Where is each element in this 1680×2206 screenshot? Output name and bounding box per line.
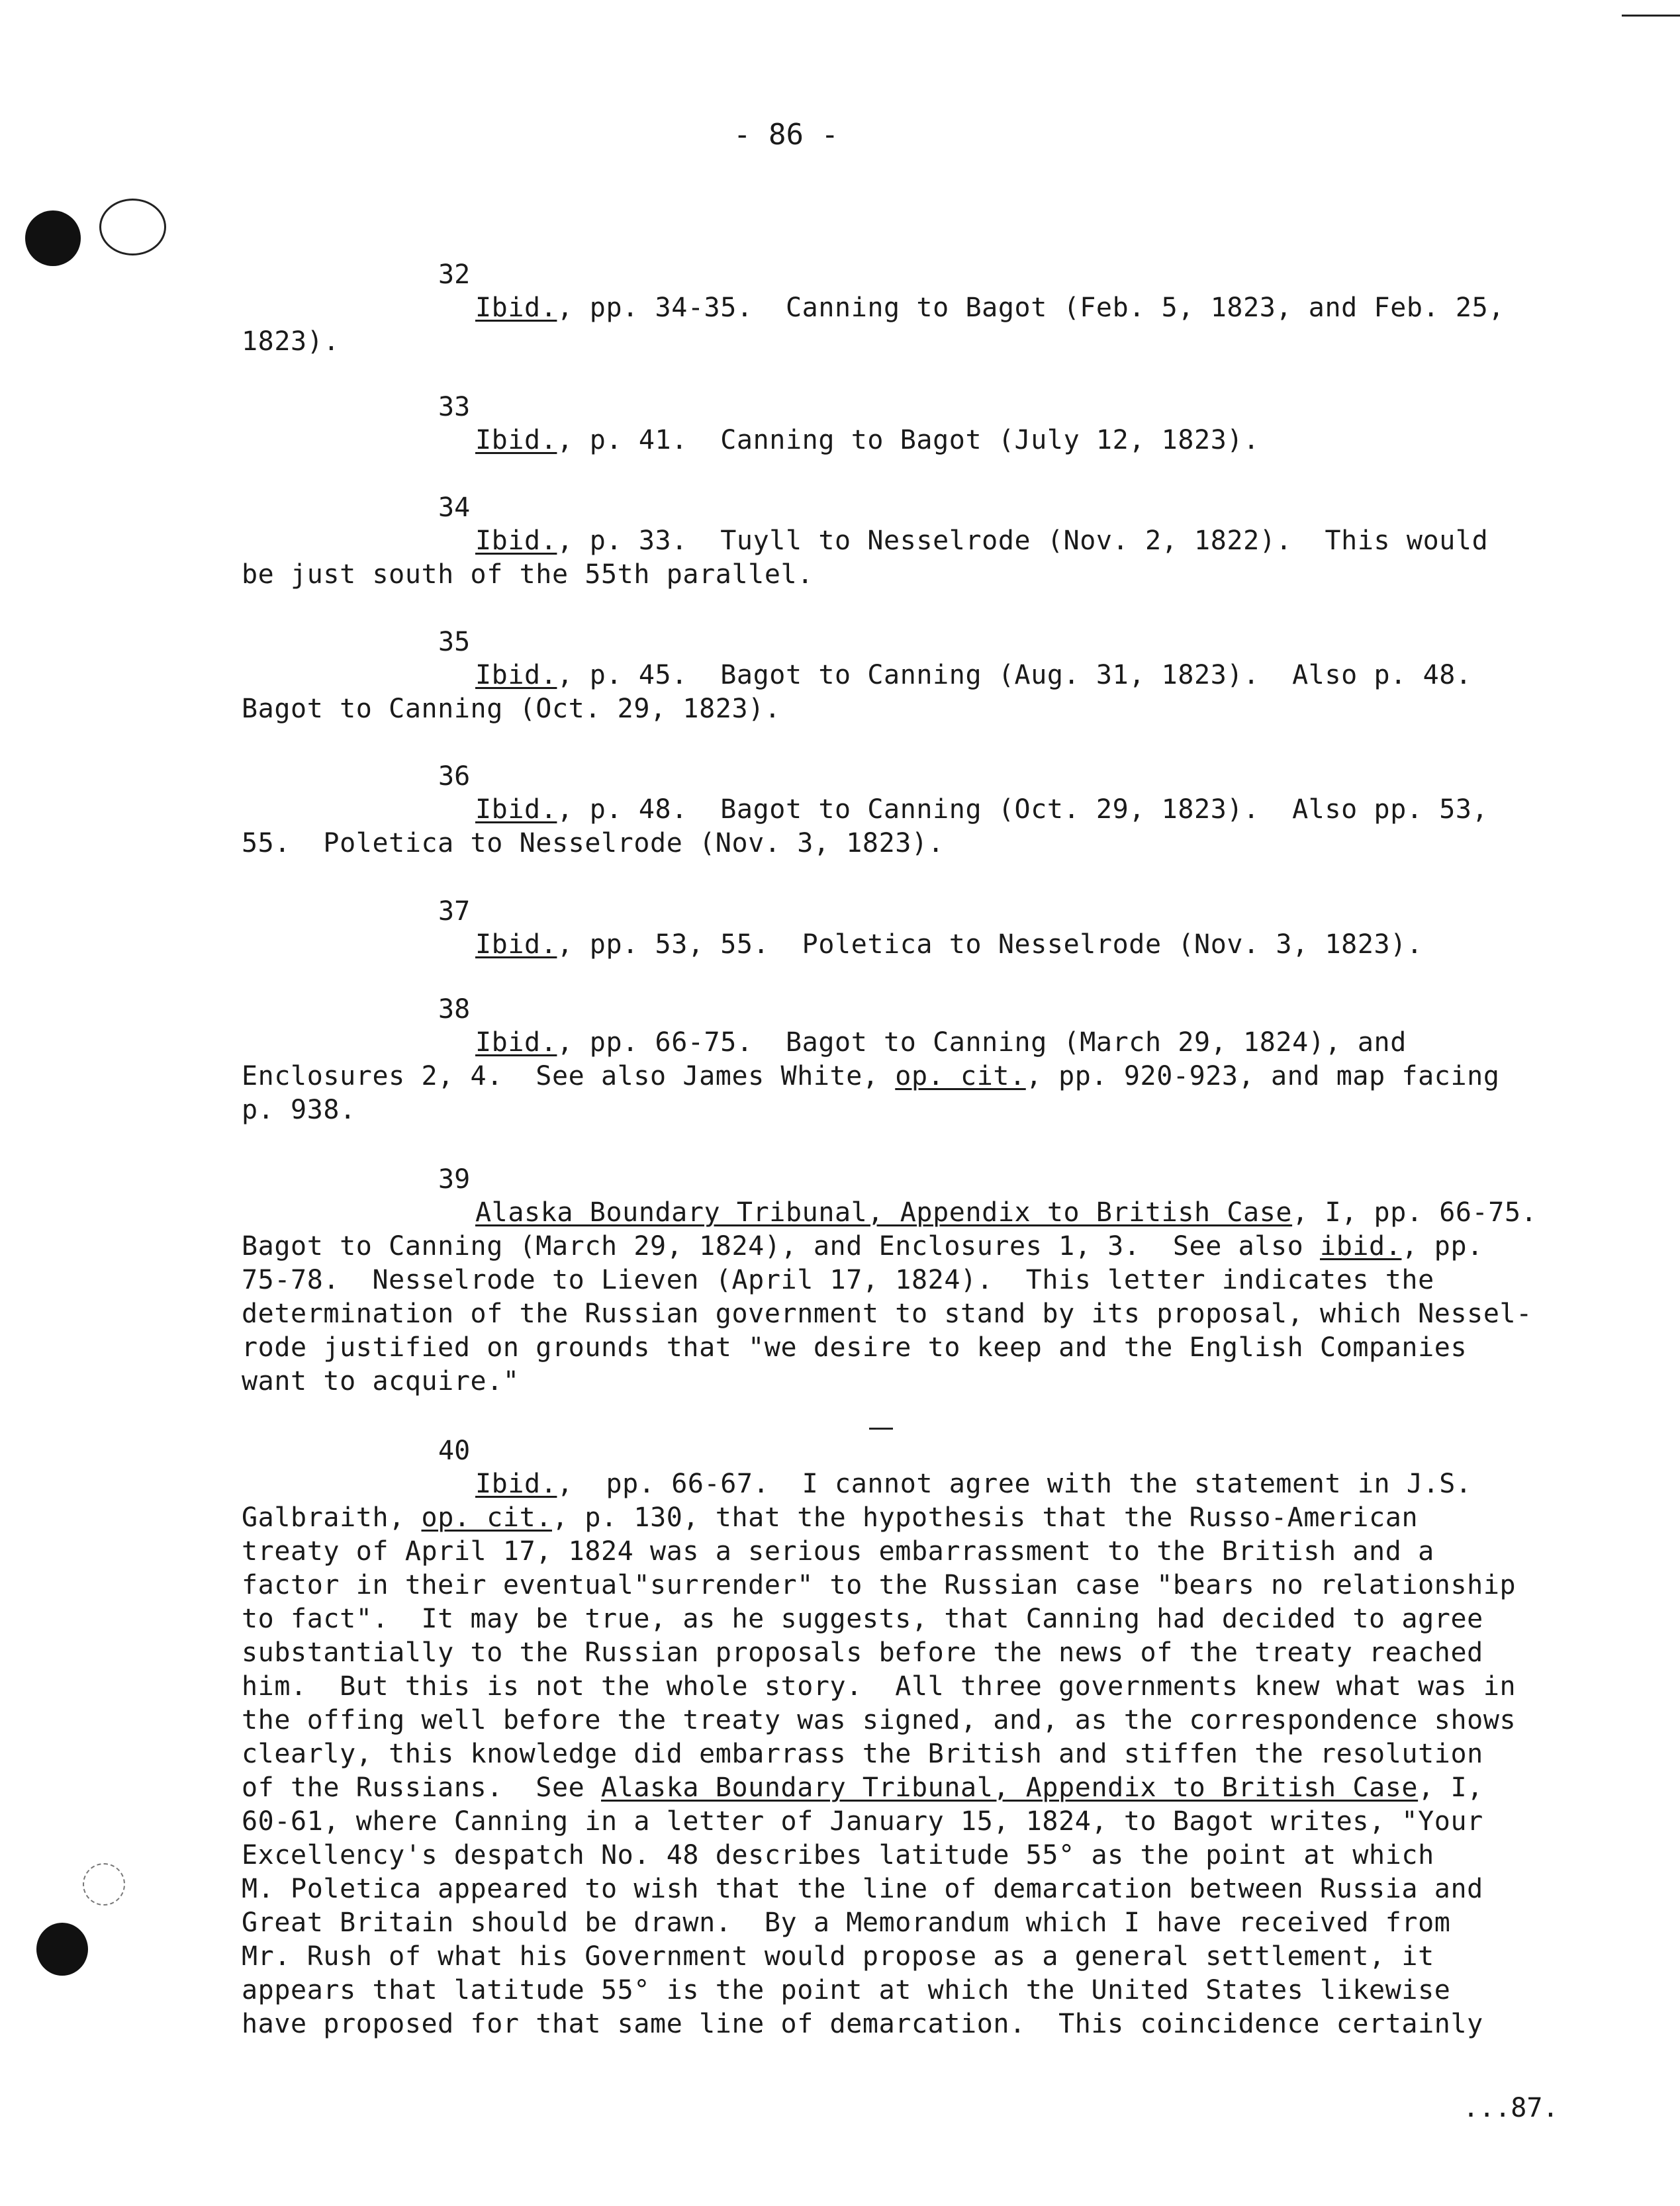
footnote-line xyxy=(242,1704,1516,1737)
text-segment: Excellency's despatch No. 48 describes latitude 55° as the point at which xyxy=(242,1840,1434,1870)
footnote-line xyxy=(242,1771,1483,1804)
text-segment: factor in their eventual"surrender" to the Russian case "bears no relationship xyxy=(242,1570,1517,1600)
text-segment: M. Poletica appeared to wish that the line of demarcation between Russia and xyxy=(242,1874,1483,1904)
footnote-line xyxy=(242,558,814,591)
text-segment: 55. Poletica to Nesselrode (Nov. 3, 1823). xyxy=(242,828,945,858)
text-segment: , pp. 34-35. Canning to Bagot (Feb. 5, 1823, and Feb. 25, xyxy=(557,293,1505,323)
footnote-line xyxy=(475,793,1488,826)
text-segment: determination of the Russian government to stand by its proposal, which Nessel- xyxy=(242,1299,1532,1329)
text-segment: to fact". It may be true, as he suggests, that Canning had decided to agree xyxy=(242,1604,1483,1634)
text-segment: , pp. 66-75. Bagot to Canning (March 29, 1824), and xyxy=(557,1027,1407,1058)
text-segment: , p. 41. Canning to Bagot (July 12, 1823). xyxy=(557,425,1260,455)
footnote-line xyxy=(475,928,1423,961)
text-segment: , p. 45. Bagot to Canning (Aug. 31, 1823). Also p. 48. xyxy=(557,660,1472,690)
footnote-line xyxy=(242,1535,1434,1568)
footnote-line xyxy=(242,827,944,860)
text-segment: , p. 130, that the hypothesis that the Russo-American xyxy=(551,1502,1419,1533)
text-segment: Bagot to Canning (March 29, 1824), and Enclosures 1, 3. See also xyxy=(242,1231,1321,1262)
text-segment: , pp. 920-923, and map facing xyxy=(1025,1061,1500,1091)
punch-hole-ring xyxy=(99,199,166,255)
text-segment: want to acquire." xyxy=(242,1366,520,1397)
text-segment: , p. 33. Tuyll to Nesselrode (Nov. 2, 1822). This would xyxy=(557,526,1489,556)
citation-underlined: Alaska Boundary Tribunal, Appendix to British Case xyxy=(475,1197,1293,1228)
page-number: - 86 - xyxy=(733,118,839,152)
footnote-line xyxy=(242,1093,356,1126)
text-segment: Galbraith, xyxy=(242,1502,422,1533)
text-segment: Great Britain should be drawn. By a Memorandum which I have received from xyxy=(242,1907,1451,1938)
footnote-line xyxy=(242,2007,1483,2041)
text-segment: Bagot to Canning (Oct. 29, 1823). xyxy=(242,694,781,724)
footnote-line xyxy=(242,1805,1483,1838)
stray-dash xyxy=(869,1428,893,1430)
citation-underlined: op. cit. xyxy=(421,1502,552,1533)
footnote-line xyxy=(242,692,781,725)
footnote-line xyxy=(242,1974,1450,2007)
footnote-number: 35 xyxy=(438,627,471,657)
citation-underlined: Alaska Boundary Tribunal, Appendix to British Case xyxy=(601,1772,1419,1803)
text-segment: be just south of the 55th parallel. xyxy=(242,559,814,590)
footnote-line xyxy=(242,1602,1483,1635)
citation-underlined: op. cit. xyxy=(895,1061,1026,1091)
text-segment: rode justified on grounds that "we desire to keep and the English Companies xyxy=(242,1332,1468,1363)
text-segment: p. 938. xyxy=(242,1095,356,1125)
footnote-number: 36 xyxy=(438,761,471,792)
text-segment: 60-61, where Canning in a letter of January 15, 1824, to Bagot writes, "Your xyxy=(242,1806,1483,1837)
text-segment: have proposed for that same line of demarcation. This coincidence certainly xyxy=(242,2009,1483,2039)
footnote-line xyxy=(242,1264,1434,1297)
footnote-number: 33 xyxy=(438,392,471,422)
footnote-line xyxy=(242,325,340,358)
text-segment: of the Russians. See xyxy=(242,1772,602,1803)
text-segment: , pp. 53, 55. Poletica to Nesselrode (Nov. 3, 1823). xyxy=(557,929,1423,960)
citation-underlined: Ibid. xyxy=(475,293,557,323)
footnote-line xyxy=(242,1331,1467,1364)
footnote-number: 38 xyxy=(438,994,471,1025)
text-segment: the offing well before the treaty was signed, and, as the correspondence shows xyxy=(242,1705,1517,1735)
text-segment: 1823). xyxy=(242,326,340,357)
citation-underlined: Ibid. xyxy=(475,1469,557,1499)
footnote-line xyxy=(242,1501,1418,1534)
citation-underlined: Ibid. xyxy=(475,526,557,556)
footnote-line xyxy=(242,1230,1483,1263)
text-segment: clearly, this knowledge did embarrass the British and stiffen the resolution xyxy=(242,1739,1483,1769)
footnote-number: 40 xyxy=(438,1436,471,1466)
footnote-line xyxy=(242,1670,1516,1703)
footnote-line xyxy=(242,1569,1516,1602)
citation-underlined: Ibid. xyxy=(475,1027,557,1058)
footnote-number: 32 xyxy=(438,259,471,290)
edge-mark xyxy=(1622,15,1680,17)
footnote-line xyxy=(475,424,1260,457)
footnote-line xyxy=(475,291,1505,324)
footnote-line xyxy=(242,1737,1483,1770)
text-segment: , pp. 66-67. I cannot agree with the statement in J.S. xyxy=(557,1469,1472,1499)
footnote-line xyxy=(242,1940,1434,1973)
footnote-number: 34 xyxy=(438,492,471,523)
citation-underlined: Ibid. xyxy=(475,929,557,960)
punch-hole xyxy=(25,210,81,266)
text-segment: 75-78. Nesselrode to Lieven (April 17, 1824). This letter indicates the xyxy=(242,1265,1434,1295)
citation-underlined: Ibid. xyxy=(475,794,557,825)
footnote-line xyxy=(475,1196,1537,1229)
text-segment: , I, xyxy=(1418,1772,1483,1803)
footnote-line xyxy=(242,1872,1483,1906)
footnote-line xyxy=(242,1365,520,1398)
footnote-line xyxy=(475,659,1472,692)
footnote-line xyxy=(242,1839,1434,1872)
text-segment: him. But this is not the whole story. All three governments knew what was in xyxy=(242,1671,1517,1702)
text-segment: substantially to the Russian proposals before the news of the treaty reached xyxy=(242,1637,1483,1668)
citation-underlined: Ibid. xyxy=(475,660,557,690)
footnote-line xyxy=(475,524,1488,557)
continuation-marker: ...87. xyxy=(1463,2093,1559,2123)
citation-underlined: Ibid. xyxy=(475,425,557,455)
footnote-line xyxy=(242,1906,1450,1939)
footnote-line xyxy=(242,1060,1500,1093)
text-segment: , p. 48. Bagot to Canning (Oct. 29, 1823). Also pp. 53, xyxy=(557,794,1489,825)
text-segment: appears that latitude 55° is the point at which the United States likewise xyxy=(242,1975,1451,2005)
text-segment: Mr. Rush of what his Government would propose as a general settlement, it xyxy=(242,1941,1434,1972)
punch-hole xyxy=(36,1923,88,1976)
footnote-line xyxy=(475,1026,1407,1059)
footnote-number: 39 xyxy=(438,1164,471,1195)
footnote-number: 37 xyxy=(438,896,471,927)
footnote-line xyxy=(475,1467,1472,1500)
text-segment: , pp. xyxy=(1401,1231,1483,1262)
text-segment: , I, pp. 66-75. xyxy=(1292,1197,1538,1228)
text-segment: treaty of April 17, 1824 was a serious embarrassment to the British and a xyxy=(242,1536,1434,1567)
footnote-line xyxy=(242,1297,1532,1330)
footnote-line xyxy=(242,1636,1483,1669)
punch-hole-faint xyxy=(83,1863,125,1906)
text-segment: Enclosures 2, 4. See also James White, xyxy=(242,1061,896,1091)
citation-underlined: ibid. xyxy=(1320,1231,1402,1262)
